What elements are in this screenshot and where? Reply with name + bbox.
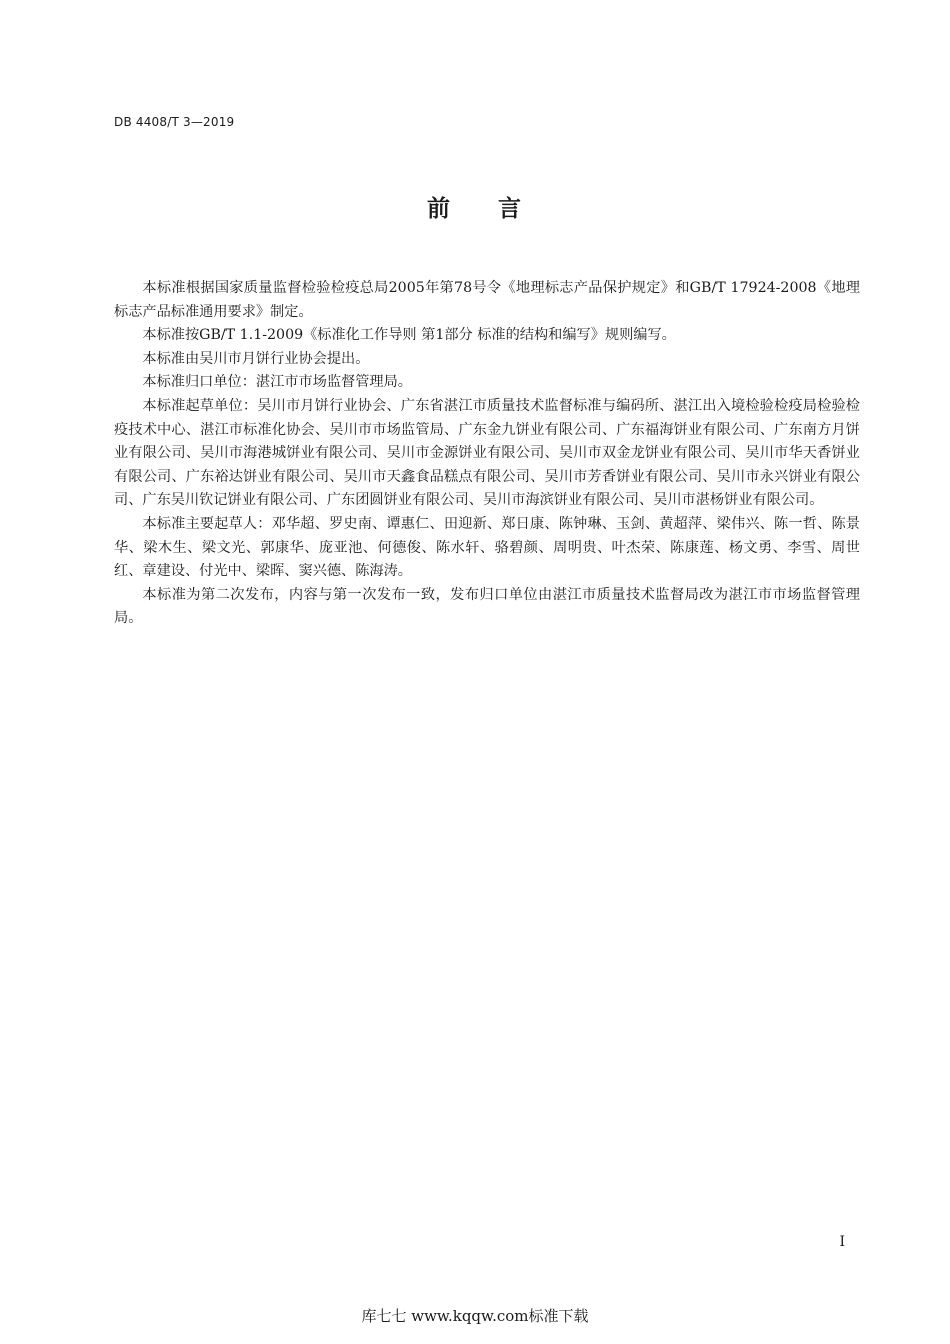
title-char-2: 言 [498, 196, 523, 222]
title-char-1: 前 [427, 196, 452, 222]
footer-watermark: 库七七 www.kqqw.com标准下载 [361, 1307, 589, 1325]
paragraph-release-note: 本标准为第二次发布，内容与第一次发布一致，发布归口单位由湛江市质量技术监督局改为湛江市市场监督管理局。 [114, 586, 860, 627]
paragraph-proposer: 本标准由吴川市月饼行业协会提出。 [142, 350, 370, 367]
foreword-body [114, 277, 860, 631]
page-title [0, 190, 950, 223]
paragraph-drafting-units: 本标准起草单位：吴川市月饼行业协会、广东省湛江市质量技术监督标准与编码所、湛江出入境检验检疫局检验检疫技术中心、湛江市标准化协会、吴川市市场监管局、广东金九饼业有限公司、广东福海饼业有限公司、广东南方月饼业有限公司、吴川市海港城饼业有限公司、吴川市金源饼业有限公司、吴川市双金龙饼业有限公司、吴川市华天香饼业有限公司、广东裕达饼业有限公司、吴川市天鑫食品糕点有限公司、吴川市芳香饼业有限公司、吴川市永兴饼业有限公司、广东吴川钦记饼业有限公司、广东团圆饼业有限公司、吴川市海滨饼业有限公司、吴川市湛杨饼业有限公司。 [114, 397, 860, 509]
paragraph-drafting-rules: 本标准按GB/T 1.1-2009《标准化工作导则 第1部分 标准的结构和编写》规则编写。 [142, 327, 676, 344]
paragraph-responsible-unit: 本标准归口单位：湛江市市场监督管理局。 [142, 374, 412, 391]
paragraph-basis: 本标准根据国家质量监督检验检疫总局2005年第78号令《地理标志产品保护规定》和GB/T 17924-2008《地理标志产品标准通用要求》制定。 [114, 280, 860, 320]
paragraph-drafters: 本标准主要起草人：邓华超、罗史南、谭惠仁、田迎新、郑日康、陈钟琳、玉剑、黄超萍、梁伟兴、陈一哲、陈景华、梁木生、梁文光、郭康华、庞亚池、何德俊、陈水轩、骆碧颜、周明贵、叶杰荣、陈康莲、杨文勇、李雪、周世红、章建设、付光中、梁晖、窦兴德、陈海涛。 [114, 515, 860, 580]
page-number: I [839, 1234, 845, 1250]
document-code: DB 4408/T 3—2019 [114, 115, 235, 129]
